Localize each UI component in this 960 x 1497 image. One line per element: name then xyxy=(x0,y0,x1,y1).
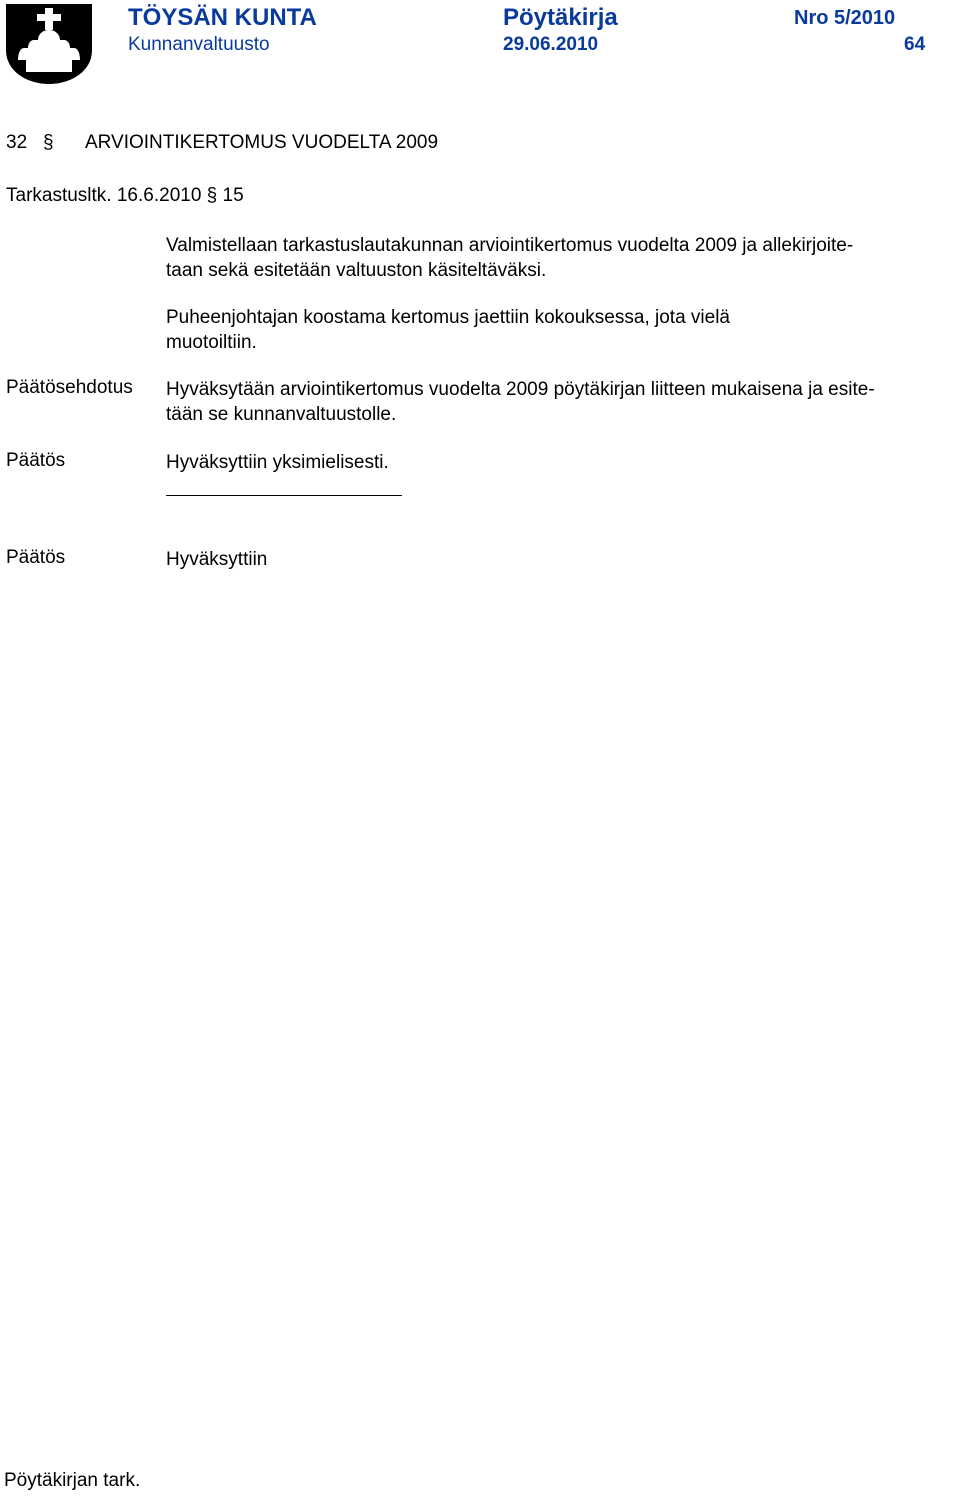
proposal-paragraph xyxy=(166,377,941,427)
decision-label: Päätös xyxy=(6,450,66,471)
municipality-crest-logo xyxy=(4,2,94,86)
page-number: 64 xyxy=(904,34,926,55)
minutes-checker-footer: Pöytäkirjan tark. xyxy=(4,1470,141,1491)
separator-line xyxy=(166,495,402,496)
document-number: Nro 5/2010 xyxy=(794,7,896,29)
paragraph-line: Valmistellaan tarkastuslautakunnan arviointikertomus vuodelta 2009 ja allekirjoite- xyxy=(166,235,854,256)
chair-note-paragraph xyxy=(166,305,941,355)
decision-text: Hyväksyttiin yksimielisesti. xyxy=(166,452,389,473)
meeting-date: 29.06.2010 xyxy=(503,34,599,55)
item-reference: Tarkastusltk. 16.6.2010 § 15 xyxy=(6,185,244,206)
preparation-paragraph xyxy=(166,233,941,283)
municipality-name: TÖYSÄN KUNTA xyxy=(128,4,317,31)
section-symbol: § xyxy=(43,132,54,153)
item-number: 32 xyxy=(6,132,28,153)
document-type: Pöytäkirja xyxy=(503,4,618,31)
item-title-text: ARVIOINTIKERTOMUS VUODELTA 2009 xyxy=(85,132,439,153)
paragraph-line: muotoiltiin. xyxy=(166,332,257,353)
proposal-label: Päätösehdotus xyxy=(6,377,133,398)
paragraph-line: Puheenjohtajan koostama kertomus jaettiin kokouksessa, jota vielä xyxy=(166,307,730,328)
paragraph-line: Hyväksytään arviointikertomus vuodelta 2009 pöytäkirjan liitteen mukaisena ja esite- xyxy=(166,379,875,400)
paragraph-line: tään se kunnanvaltuustolle. xyxy=(166,404,397,425)
organ-name: Kunnanvaltuusto xyxy=(128,34,270,55)
decision-text: Hyväksyttiin xyxy=(166,549,268,570)
paragraph-line: taan sekä esitetään valtuuston käsiteltäväksi. xyxy=(166,260,547,281)
decision-label: Päätös xyxy=(6,547,66,568)
